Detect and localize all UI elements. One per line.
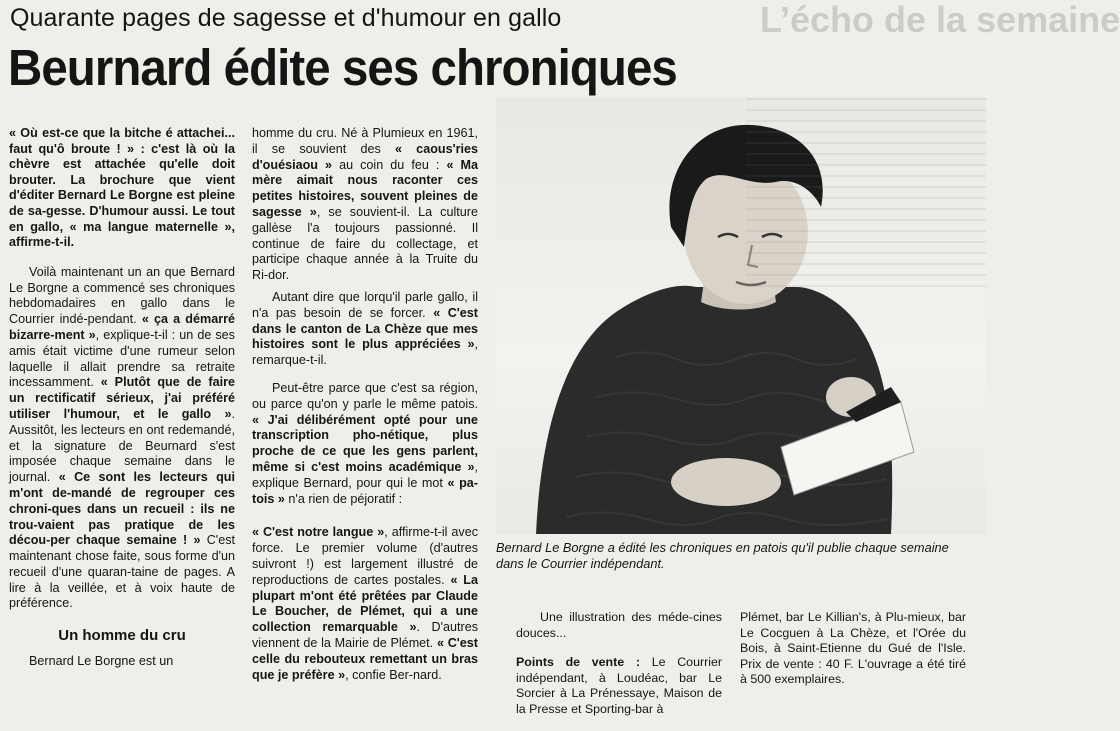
- text-run: « C'est notre langue »: [252, 525, 385, 540]
- paragraph-langue: [252, 525, 478, 683]
- article-headline: Beurnard édite ses chroniques: [8, 39, 677, 96]
- text-run: C'est maintenant chose faite, sous forme d'un recueil d'une quaran-taine de pages. A lire à la veillée, et à voix haute de préférence.: [9, 533, 235, 611]
- points-de-vente-label: Points de vente :: [516, 655, 640, 670]
- photo-caption: Bernard Le Borgne a édité les chroniques en patois qu'il publie chaque semaine dans le Courrier indépendant.: [496, 540, 949, 571]
- article-kicker: Quarante pages de sagesse et d'humour en gallo: [10, 4, 562, 32]
- chapo-lead: « Où est-ce que la bitche é attachei... faut qu'ô broute ! » : c'est là où la chèvre est attachée qu'elle doit brouter. La brochure que vient d'éditer Bernard Le Borgne est pleine de sa-gesse. D'humour aussi. Le tout en gallo, « ma langue maternelle », affirme-t-il.: [9, 126, 235, 250]
- text-run: « caous'ries d'ouésiaou »: [252, 141, 478, 172]
- text-run: « C'est celle du rebouteux remettant un bras que je préfère »: [252, 635, 478, 682]
- paragraph-cru-start: Bernard Le Borgne est un: [29, 654, 174, 669]
- text-run: Voilà maintenant un an que Bernard Le Borgne a commencé ses chroniques hebdomadaires en gallo dans le Courrier indé-pendant.: [9, 264, 235, 327]
- column-1: [9, 126, 235, 670]
- text-run: « Ma mère aimait nous raconter ces petites histoires, souvent pleines de sagesse »: [252, 157, 478, 219]
- text-run: , explique Bernard, pour qui le mot: [252, 459, 478, 490]
- paragraph-points-de-vente: [516, 655, 722, 717]
- paragraph-cru: [252, 126, 478, 284]
- text-run: Autant dire que lorqu'il parle gallo, il n'a pas besoin de se forcer.: [252, 289, 478, 320]
- paragraph-intro: [9, 265, 235, 613]
- column-4: [740, 610, 966, 688]
- text-run: n'a rien de péjoratif :: [284, 491, 403, 506]
- text-run: , remarque-t-il.: [252, 337, 478, 368]
- text-run: « La plupart m'ont été prêtées par Claude Le Boucher, de Plémet, qui a une collection remarquable »: [252, 572, 478, 635]
- text-run: « J'ai délibérément opté pour une transcription pho-nétique, plus proche de ce que les gens parlent, même si c'est moins académique »: [252, 412, 478, 474]
- text-run: « Ce sont les lecteurs qui m'ont de-mandé de regrouper ces chroni-ques dans un recueil : ils ne trou-vaient pas pratique de les décou-per chaque semaine ! »: [9, 470, 235, 548]
- points-de-vente-text: Le Courrier indépendant, à Loudéac, bar Le Sorcier à La Prénessaye, Maison de la Presse et Sporting-bar à: [516, 655, 722, 716]
- subhead: Un homme du cru: [58, 627, 186, 645]
- text-run: , confie Ber-nard.: [345, 667, 442, 682]
- column-3: [516, 610, 722, 718]
- paragraph-canton: [252, 290, 478, 369]
- text-run: homme du cru. Né à Plumieux en 1961, il se souvient des: [252, 126, 478, 156]
- text-run: , explique-t-il : un de ses amis était victime d'une rumeur selon laquelle il allait prendre sa retraite incessamment.: [9, 327, 235, 390]
- text-run: au coin du feu :: [332, 157, 447, 172]
- text-run: Peut-être parce que c'est sa région, ou parce qu'on y parle le même patois.: [252, 380, 478, 411]
- portrait-photo: [496, 97, 986, 534]
- text-run: , affirme-t-il avec force. Le premier volume (d'autres suivront !) est largement illustré de reproductions de cartes postales.: [252, 525, 479, 587]
- text-run: . Aussitôt, les lecteurs en ont redemandé, et la signature de Beurnard s'est imposée chaque semaine dans le journal.: [9, 406, 235, 485]
- adjacent-article-bleed: L’écho de la semaine: [760, 0, 1120, 40]
- column-2: [252, 126, 478, 683]
- paragraph-prix: Plémet, bar Le Killian's, à Plu-mieux, bar Le Cocguen à La Chèze, et l'Orée du Bois, à Saint-Etienne du Gué de l'Isle. Prix de vente : 40 F. L'ouvrage a été tiré à 500 exemplaires.: [740, 610, 966, 687]
- text-run: . D'autres viennent de la Mairie de Plémet.: [252, 620, 478, 650]
- background-blur: [746, 97, 986, 287]
- text-run: « ça a démarré bizarre-ment »: [9, 312, 236, 342]
- paragraph-medecines: Une illustration des méde-cines douces...: [516, 610, 722, 640]
- paragraph-patois: [252, 381, 478, 507]
- text-run: « Plutôt que de faire un rectificatif sérieux, j'ai préféré utiliser l'humour, et le gallo »: [9, 375, 235, 421]
- text-run: « C'est dans le canton de La Chèze que mes histoires sont le plus appréciées »: [252, 305, 478, 352]
- text-run: « pa-tois »: [252, 475, 478, 506]
- text-run: , se souvient-il. La culture gallèse l'a toujours passionné. Il continue de faire du collectage, et participe chaque année à la Truite du Ri-dor.: [252, 204, 478, 283]
